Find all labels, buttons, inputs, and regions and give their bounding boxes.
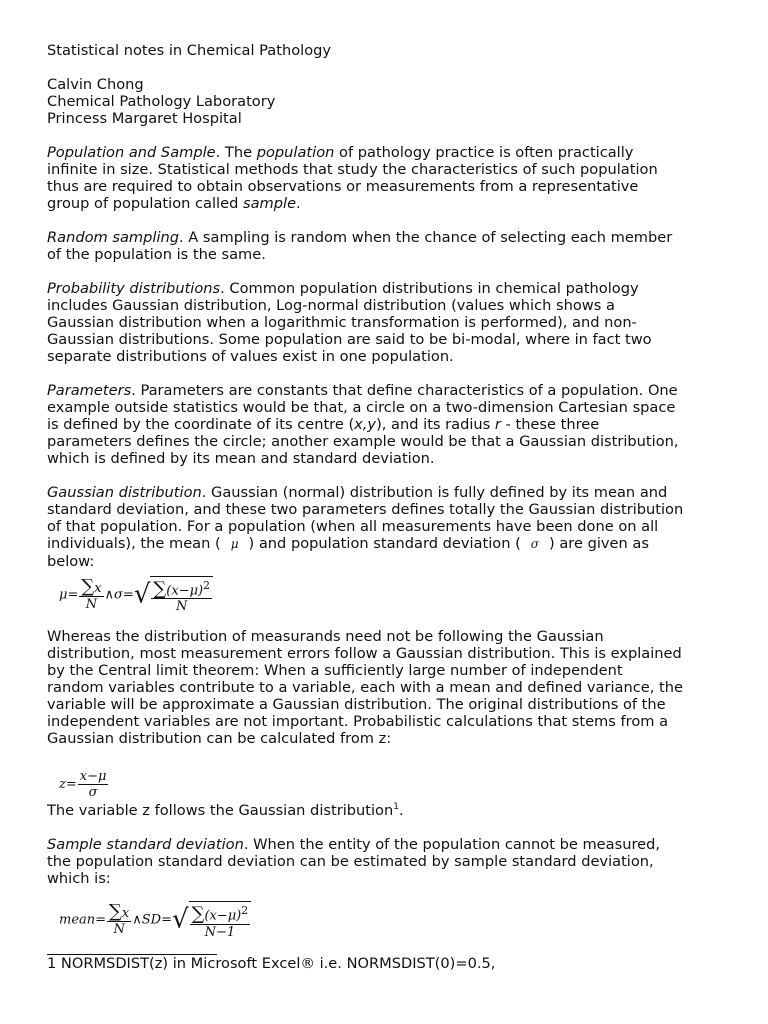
document-header [47, 42, 737, 127]
document-title: Statistical notes in Chemical Pathology [47, 42, 332, 59]
equation-z-score: z= $\frac{x-\mu}{\sigma}$ [59, 769, 107, 801]
footnote-reference: 1 [393, 802, 399, 813]
term-sample-standard-deviation: Sample standard deviation [47, 836, 244, 854]
term-population-and-sample: Population and Sample [47, 144, 216, 161]
document-page [47, 42, 737, 972]
paragraph-sample-sd: Sample standard deviation. When the entity of the population cannot be measured, the population standard deviation can be estimated by sample standard deviation, which is: [47, 836, 661, 888]
paragraph-random-sampling: Random sampling. A sampling is random when the chance of selecting each member of the population is the same. [47, 229, 673, 263]
term-gaussian-distribution: Gaussian distribution [47, 484, 202, 501]
mu-symbol: μ [230, 537, 239, 551]
term-probability-distributions: Probability distributions [47, 280, 221, 297]
author-lab: Chemical Pathology Laboratory [47, 93, 276, 110]
equation-population-mean-sd: μ= $\frac{\sum x}{N}$ ∧σ=√ $\frac{\sum(x-\mu)^2}{N}$ [59, 576, 737, 614]
paragraph-parameters: Parameters. Parameters are constants that define characteristics of a population. One example outside statistics would be that, a circle on a two-dimension Cartesian space is defined by the coordinate of its centre (x,y), and its radius r - these three parameters defines the circle; another example would be that a Gaussian distribution, which is defined by its mean and standard deviation. [47, 382, 679, 467]
paragraph-z-distribution: The variable z follows the Gaussian distribution$^1$. [47, 802, 404, 820]
paragraph-population: Population and Sample. The population of pathology practice is often practically infinite in size. Statistical methods that study the characteristics of such population thus are required to obtain observations or measurements from a representative group of population called sample. [47, 144, 658, 212]
author-name: Calvin Chong [47, 76, 144, 93]
term-parameters: Parameters [47, 382, 132, 399]
paragraph-measurement-errors: Whereas the distribution of measurands need not be following the Gaussian distribution, most measurement errors follow a Gaussian distribution. This is explained by the Central limit theorem: When a sufficiently large number of independent random variables contribute to a variable, each with a mean and defined variance, the variable will be approximate a Gaussian distribution. The original distributions of the independent variables are not important. Probabilistic calculations that stems from a Gaussian distribution can be calculated from z: [47, 628, 683, 748]
paragraph-gaussian-distribution: Gaussian distribution. Gaussian (normal) distribution is fully defined by its mean and standard deviation, and these two parameters defines totally the Gaussian distribution of that population. For a population (when all measurements have been done on all individuals), the mean ( μ ) and population standard deviation ( σ ) are given as below: [47, 484, 684, 570]
equation-sample-mean-sd: mean= $\frac{\sum x}{N}$ ∧SD=√ $\frac{\sum(x-\mu)^2}{N-1}$ [59, 901, 737, 939]
paragraph-probability-distributions: Probability distributions. Common population distributions in chemical pathology includes Gaussian distribution, Log-normal distribution (values which shows a Gaussian distribution when a logarithmic transformation is performed), and non- Gaussian distributions. Some population are said to be bi-modal, where in fact two separate distributions of values exist in one population. [47, 280, 652, 365]
author-hospital: Princess Margaret Hospital [47, 110, 242, 127]
sigma-symbol: σ [530, 537, 539, 551]
term-random-sampling: Random sampling [47, 229, 180, 246]
footnote: 1 NORMSDIST(z) in Microsoft Excel® i.e. NORMSDIST(0)=0.5, [47, 954, 496, 972]
